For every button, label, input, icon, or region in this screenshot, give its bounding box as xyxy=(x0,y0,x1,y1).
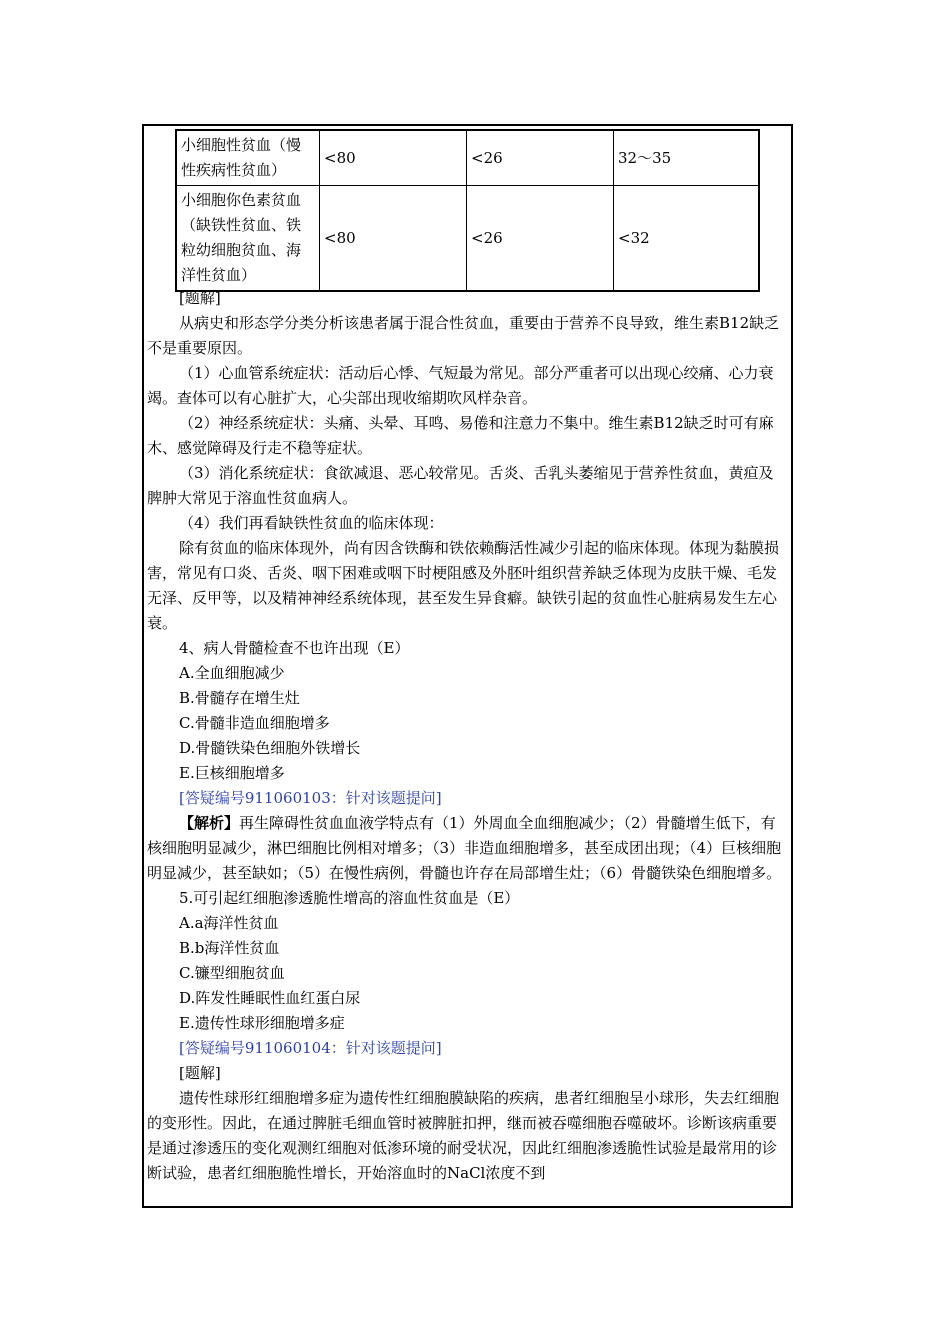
tijie-label: [题解] xyxy=(179,1064,221,1082)
paragraph: （2）神经系统症状：头痛、头晕、耳鸣、易倦和注意力不集中。维生素B12缺乏时可有麻木、感觉障碍及行走不稳等症状。 xyxy=(147,414,774,457)
paragraph: （1）心血管系统症状：活动后心悸、气短最为常见。部分严重者可以出现心绞痛、心力衰竭。查体可以有心脏扩大，心尖部出现收缩期吹风样杂音。 xyxy=(147,364,774,407)
option-a: A.全血细胞减少 xyxy=(179,664,285,682)
paragraph: （4）我们再看缺铁性贫血的临床体现： xyxy=(179,514,444,532)
anemia-type-cell: 小细胞你色素贫血（缺铁性贫血、铁粒幼细胞贫血、海洋性贫血） xyxy=(176,186,320,292)
option-a: A.a海洋性贫血 xyxy=(179,914,279,932)
table-row xyxy=(176,186,759,292)
option-d: D.骨髓铁染色细胞外铁增长 xyxy=(179,739,361,757)
analysis-label: 【解析】 xyxy=(179,814,240,832)
explanation-body xyxy=(144,286,792,1186)
option-d: D.阵发性睡眠性血红蛋白尿 xyxy=(179,989,361,1007)
option-c: C.镰型细胞贫血 xyxy=(179,964,285,982)
option-c: C.骨髓非造血细胞增多 xyxy=(179,714,330,732)
anemia-type-cell: 小细胞性贫血（慢性疾病性贫血） xyxy=(176,130,320,186)
question-link-911060104[interactable]: [答疑编号911060104：针对该题提问] xyxy=(179,1039,442,1057)
paragraph: 遗传性球形红细胞增多症为遗传性红细胞膜缺陷的疾病，患者红细胞呈小球形，失去红细胞的变形性。因此，在通过脾脏毛细血管时被脾脏扣押，继而被吞噬细胞吞噬破坏。诊断该病重要是通过渗透压的变化观测红细胞对低渗环境的耐受状况，因此红细胞渗透脆性试验是最常用的诊断试验，患者红细胞脆性增长，开始溶血时的NaCl浓度不到 xyxy=(147,1089,780,1182)
mchc-cell: 32～35 xyxy=(614,130,760,186)
option-b: B.骨髓存在增生灶 xyxy=(179,689,300,707)
question-link-911060103[interactable]: [答疑编号911060103：针对该题提问] xyxy=(179,789,442,807)
mcv-cell: <80 xyxy=(320,186,467,292)
question-5: 5.可引起红细胞渗透脆性增高的溶血性贫血是（E） xyxy=(179,889,520,907)
anemia-classification-table xyxy=(175,129,760,292)
table-row xyxy=(176,130,759,186)
paragraph: （3）消化系统症状：食欲减退、恶心较常见。舌炎、舌乳头萎缩见于营养性贫血，黄疸及脾肿大常见于溶血性贫血病人。 xyxy=(147,464,774,507)
mch-cell: <26 xyxy=(467,130,614,186)
option-b: B.b海洋性贫血 xyxy=(179,939,280,957)
paragraph: 从病史和形态学分类分析该患者属于混合性贫血，重要由于营养不良导致，维生素B12缺乏不是重要原因。 xyxy=(147,314,780,357)
option-e: E.巨核细胞增多 xyxy=(179,764,285,782)
mcv-cell: <80 xyxy=(320,130,467,186)
paragraph: 除有贫血的临床体现外，尚有因含铁酶和铁依赖酶活性减少引起的临床体现。体现为黏膜损害，常见有口炎、舌炎、咽下困难或咽下时梗阻感及外胚叶组织营养缺乏体现为皮肤干燥、毛发无泽、反甲等，以及精神神经系统体现，甚至发生异食癖。缺铁引起的贫血性心脏病易发生左心衰。 xyxy=(147,539,780,632)
option-e: E.遗传性球形细胞增多症 xyxy=(179,1014,345,1032)
analysis-text: 再生障碍性贫血血液学特点有（1）外周血全血细胞减少；（2）骨髓增生低下，有核细胞明显减少，淋巴细胞比例相对增多；（3）非造血细胞增多，甚至成团出现；（4）巨核细胞明显减少，甚至缺如；（5）在慢性病例，骨髓也许存在局部增生灶；（6）骨髓铁染色细胞增多。 xyxy=(147,814,782,882)
mch-cell: <26 xyxy=(467,186,614,292)
mchc-cell: <32 xyxy=(614,186,760,292)
tijie-label: [题解] xyxy=(179,289,221,307)
analysis-paragraph xyxy=(144,811,792,886)
document-frame xyxy=(142,124,793,1208)
question-4: 4、病人骨髓检查不也许出现（E） xyxy=(179,639,410,657)
